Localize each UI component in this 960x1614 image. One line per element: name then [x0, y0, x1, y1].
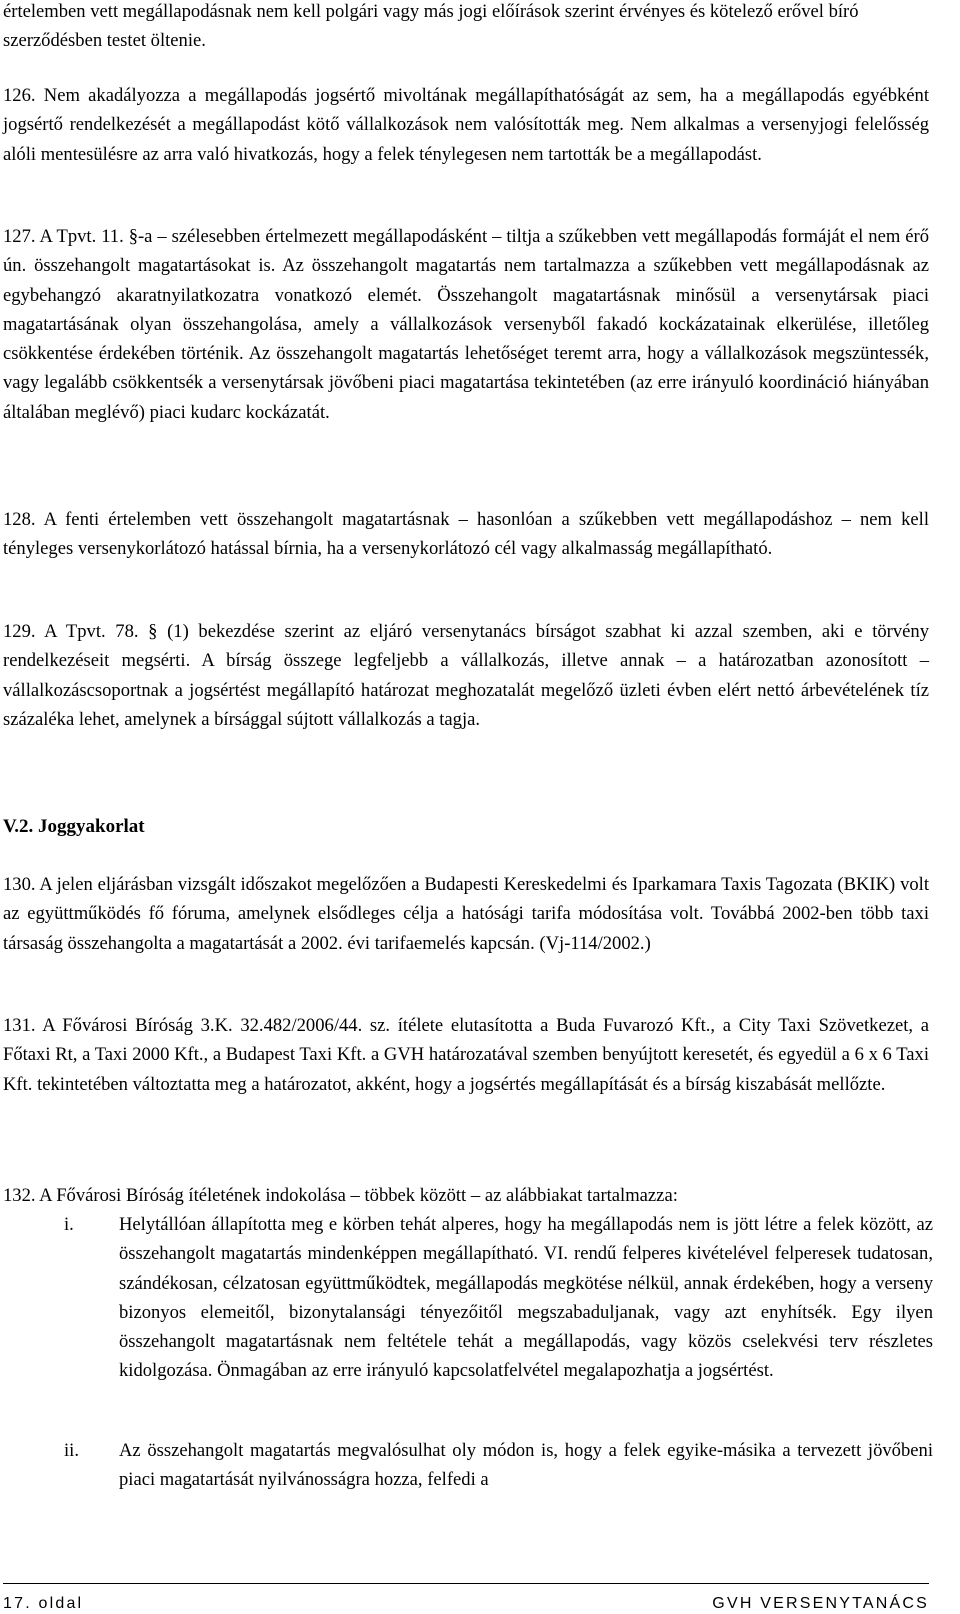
paragraph-132: 132. A Fővárosi Bíróság ítéletének indokolása – többek között – az alábbiakat tartalmazza:	[3, 1185, 678, 1206]
paragraph-126: 126. Nem akadályozza a megállapodás jogsértő mivoltának megállapíthatóságát az sem, ha a megállapodás egyébként jogsértő rendelkezését a megállapodást kötő vállalkozások nem valósították meg. Nem alkalmas a versenyjogi felelősség alóli mentesülésre az arra való hivatkozás, hogy a felek ténylegesen nem tartották be a megállapodást.	[3, 85, 929, 165]
footer-organization: GVH VERSENYTANÁCS	[712, 1595, 929, 1612]
paragraph-127: 127. A Tpvt. 11. §-a – szélesebben értelmezett megállapodásként – tiltja a szűkebben vett megállapodás formáját el nem érő ún. összehangolt magatartásokat is. Az összehangolt magatartás nem tartalmazza a szűkebben vett megállapodásnak az egybehangzó akaratnyilatkozatra vonatkozó elemét. Összehangolt magatartásnak minősül a versenytársak piaci magatartásának olyan összehangolása, amely a vállalkozások versenyből fakadó kockázatainak elkerülése, illetőleg csökkentése érdekében történik. Az összehangolt magatartás lehetőséget teremt arra, hogy a vállalkozások megszüntessék, vagy legalább csökkentsék a versenytársak jövőbeni piaci magatartása tekintetében (az erre irányuló koordináció hiányában általában meglévő) piaci kudarc kockázatát.	[3, 226, 929, 423]
list-item-number: ii.	[64, 1440, 79, 1461]
paragraph-129: 129. A Tpvt. 78. § (1) bekezdése szerint az eljáró versenytanács bírságot szabhat ki azzal szemben, aki e törvény rendelkezéseit megsérti. A bírság összege legfeljebb a vállalkozás, illetve annak – a határozatban azonosított – vállalkozáscsoportnak a jogsértést megállapító határozat meghozatalát megelőző üzleti évben elért nettó árbevételének tíz százaléka lehet, amelynek a bírsággal sújtott vállalkozás a tagja.	[3, 621, 929, 730]
list-item-number: i.	[64, 1214, 74, 1235]
list-item-text: Helytállóan állapította meg e körben tehát alperes, hogy ha megállapodás nem is jött létre a felek között, az összehangolt magatartás mindenképpen megállapítható. VI. rendű felperes kivételével felperesek tudatosan, szándékosan, célzatosan együttműködtek, megállapodás megkötése nélkül, annak érdekében, hogy a verseny bizonyos elemeitől, bizonytalansági tényezőitől megszabaduljanak, vagy azt enyhítsék. Egy ilyen összehangolt magatartásnak nem feltétele tehát a megállapodás, vagy közös cselekvési terv részletes kidolgozása. Önmagában az erre irányuló kapcsolatfelvétel megalapozhatja a jogsértést.	[119, 1214, 933, 1382]
paragraph-128: 128. A fenti értelemben vett összehangolt magatartásnak – hasonlóan a szűkebben vett megállapodáshoz – nem kell tényleges versenykorlátozó hatással bírnia, ha a versenykorlátozó cél vagy alkalmasság megállapítható.	[3, 509, 929, 560]
footer-divider	[3, 1583, 929, 1584]
paragraph-continuation: értelemben vett megállapodásnak nem kell polgári vagy más jogi előírások szerint érvényes és kötelező erővel bíró szerződésben testet öltenie.	[3, 1, 859, 52]
paragraph-131: 131. A Fővárosi Bíróság 3.K. 32.482/2006/44. sz. ítélete elutasította a Buda Fuvarozó Kft., a City Taxi Szövetkezet, a Főtaxi Rt, a Taxi 2000 Kft., a Budapest Taxi Kft. a GVH határozatával szemben benyújtott keresetét, és egyedül a 6 x 6 Taxi Kft. tekintetében változtatta meg a határozatot, akként, hogy a jogsértés megállapítását és a bírság kiszabását mellőzte.	[3, 1015, 929, 1095]
section-heading: V.2. Joggyakorlat	[3, 816, 145, 837]
paragraph-130: 130. A jelen eljárásban vizsgált időszakot megelőzően a Budapesti Kereskedelmi és Iparkamara Taxis Tagozata (BKIK) volt az együttműködés fő fóruma, amelynek elsődleges célja a hatósági tarifa módosítása volt. Továbbá 2002-ben több taxi társaság összehangolta a magatartását a 2002. évi tarifaemelés kapcsán. (Vj-114/2002.)	[3, 874, 929, 954]
page-footer	[3, 1594, 929, 1614]
page-number: 17. oldal	[3, 1595, 84, 1612]
list-item-text: Az összehangolt magatartás megvalósulhat oly módon is, hogy a felek egyike-másika a tervezett jövőbeni piaci magatartását nyilvánosságra hozza, felfedi a	[119, 1440, 933, 1491]
